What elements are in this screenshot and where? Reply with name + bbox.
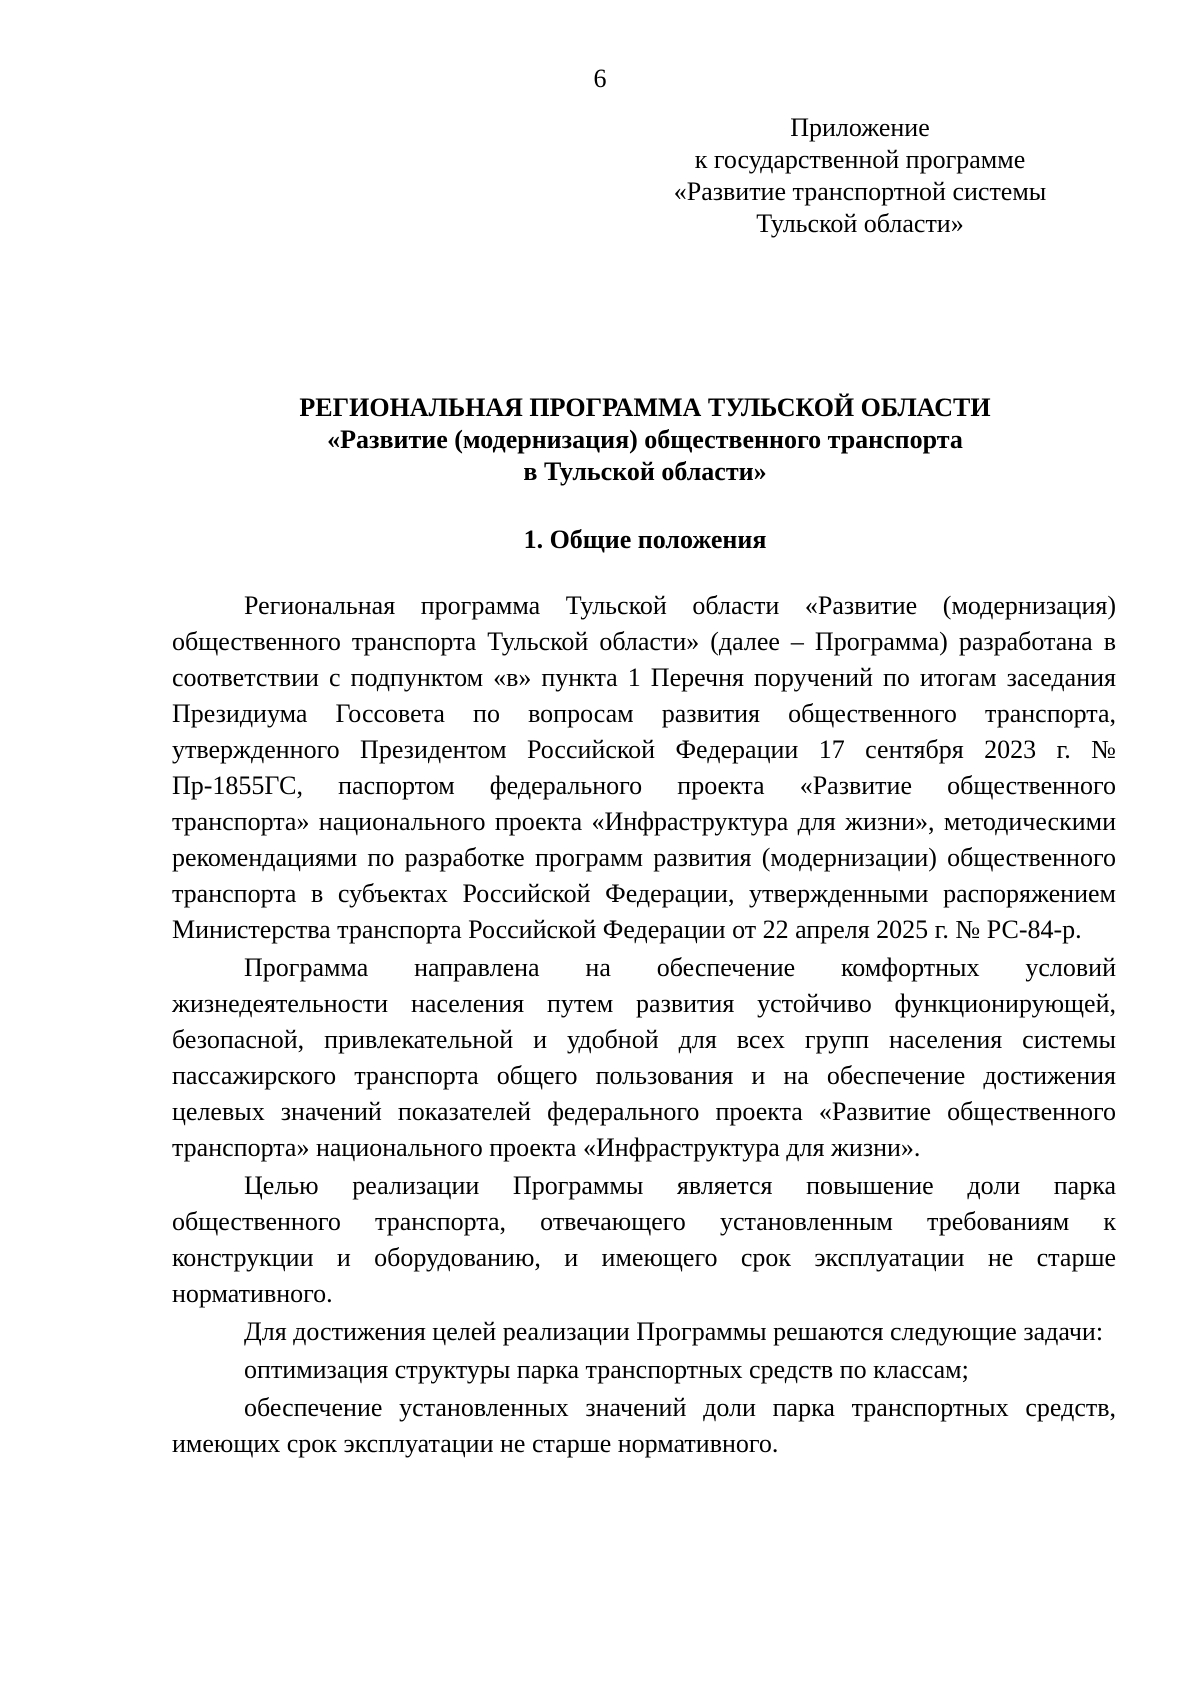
appendix-line: к государственной программе xyxy=(694,145,1026,174)
appendix-line: «Развитие транспортной системы xyxy=(673,177,1047,206)
title-line: «Развитие (модернизация) общественного транспорта xyxy=(327,425,963,454)
appendix-line: Тульской области» xyxy=(756,209,964,238)
page-number: 6 xyxy=(593,64,607,93)
paragraph: Программа направлена на обеспечение комфортных условий жизнедеятельности населения путем развития устойчиво функционирующей, безопасной, привлекательной и удобной для всех групп населения системы пассажирского транспорта общего пользования и на обеспечение достижения целевых значений показателей федерального проекта «Развитие общественного транспорта» национального проекта «Инфраструктура для жизни». xyxy=(172,953,1116,1162)
section-heading: 1. Общие положения xyxy=(523,525,767,554)
paragraph: Региональная программа Тульской области «Развитие (модернизация) общественного транспорта Тульской области» (далее – Программа) разработана в соответствии с подпунктом «в» пункта 1 Перечня поручений по итогам заседания Президиума Госсовета по вопросам развития общественного транспорта, утвержденного Президентом Российской Федерации 17 сентября 2023 г. № Пр-1855ГС, паспортом федерального проекта «Развитие общественного транспорта» национального проекта «Инфраструктура для жизни», методическими рекомендациями по разработке программ развития (модернизации) общественного транспорта в субъектах Российской Федерации, утвержденными распоряжением Министерства транспорта Российской Федерации от 22 апреля 2025 г. № РС-84-р. xyxy=(172,591,1116,944)
paragraph: обеспечение установленных значений доли парка транспортных средств, имеющих срок эксплуатации не старше нормативного. xyxy=(172,1393,1116,1458)
title-line: в Тульской области» xyxy=(523,457,767,486)
appendix-note xyxy=(640,112,1080,240)
document-title xyxy=(150,392,1140,488)
body-text xyxy=(172,588,1116,1462)
paragraph: оптимизация структуры парка транспортных средств по классам; xyxy=(244,1355,969,1384)
title-line: РЕГИОНАЛЬНАЯ ПРОГРАММА ТУЛЬСКОЙ ОБЛАСТИ xyxy=(299,393,991,422)
paragraph: Для достижения целей реализации Программы решаются следующие задачи: xyxy=(244,1317,1104,1346)
appendix-line: Приложение xyxy=(790,113,930,142)
paragraph: Целью реализации Программы является повышение доли парка общественного транспорта, отвечающего установленным требованиям к конструкции и оборудованию, и имеющего срок эксплуатации не старше нормативного. xyxy=(172,1171,1116,1308)
